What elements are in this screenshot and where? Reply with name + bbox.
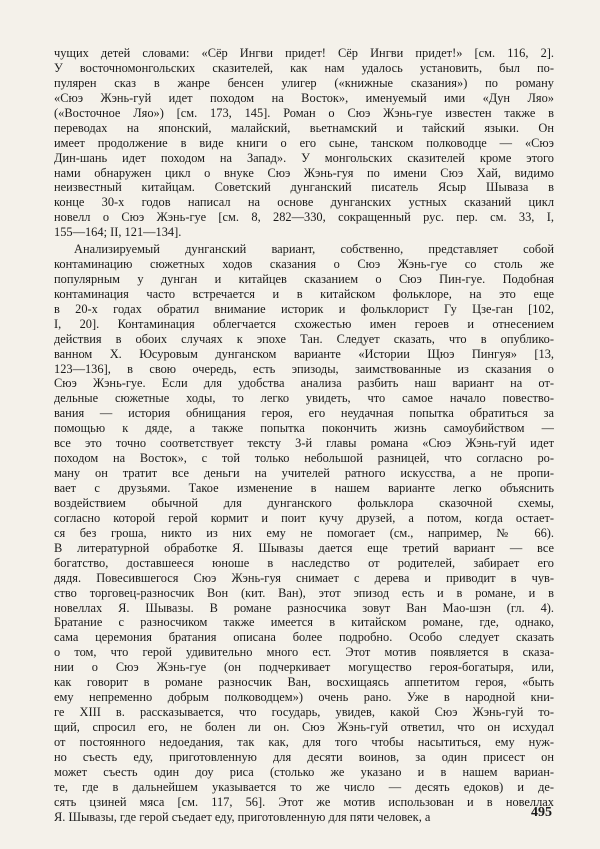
text-line: 123—136], в свою очередь, есть эпизоды, заимствованные из сказания о — [54, 361, 554, 376]
text-line: вает с друзьями. Такое изменение в нашем варианте легко объяснить — [54, 481, 554, 495]
page-number: 495 — [531, 805, 552, 820]
text-line: но съесть еду, приготовленную для десяти воинов, за один присест он — [54, 749, 554, 764]
text-line: помощью к дяде, а также попытка покончить жизнь самоубийством — — [54, 421, 554, 436]
text-line: ману он тратит все деньги на учителей ратного искусства, а не пропи- — [54, 466, 554, 481]
text-line: имеет продолжение в виде книги о его сыне, танском полководце — «Сюэ — [54, 135, 554, 150]
text-line: от постоянного недоедания, так как, для того чтобы насытиться, ему нуж- — [54, 734, 554, 749]
text-line: Сюэ Жэнь-гуе. Если для удобства анализа разбить наш вариант на от- — [54, 376, 554, 391]
text-line: Я. Шывазы, где герой съедает еду, приготовленную для пяти человек, а — [54, 809, 431, 824]
text-line: контаминацию сюжетных ходов сказания о Сюэ Жэнь-гуе со столь же — [54, 256, 554, 271]
text-line: походом на Восток», с той только небольшой разницей, что согласно ро- — [54, 451, 554, 466]
text-line: дядя. Повесившегося Сюэ Жэнь-гуя снимает с дерева и приводит в чув- — [54, 570, 554, 585]
text-line: неизвестный китайцам. Советский дунганский писатель Ясыр Шываза в — [54, 180, 554, 195]
text-line: чущих детей словами: «Сёр Ингви придет! Сёр Ингви придет!» [см. 116, 2]. — [54, 46, 554, 60]
text-line: Дин-шань идет походом на Запад». У монгольских сказителей кроме этого — [54, 150, 554, 165]
text-line: У восточномонгольских сказителей, как нам удалось установить, был по- — [54, 60, 554, 75]
text-line: нии о Сюэ Жэнь-гуе (он подчеркивает могущество героя-богатыря, или, — [54, 660, 554, 675]
paragraph-main — [54, 242, 554, 825]
text-line: дельные сюжетные ходы, то легко увидеть, что самое начало повество- — [54, 391, 554, 406]
text-line: богатство, доставшееся юноше в наследство от родителей, забирает его — [54, 555, 554, 570]
text-line: Анализируемый дунганский вариант, собственно, представляет собой — [74, 242, 554, 256]
text-line: ся без гроша, никто из них ему не помогает (см., например, № 66). — [54, 525, 554, 540]
text-line: В литературной обработке Я. Шывазы дается еще третий вариант — все — [54, 540, 554, 555]
text-line: 155—164; II, 121—134]. — [54, 225, 182, 240]
text-line: «Сюэ Жэнь-гуй идет походом на Восток», именуемый ими «Дун Ляо» — [54, 90, 554, 105]
text-line: как говорит в романе разносчик Ван, восхищаясь аппетитом героя, «быть — [54, 675, 554, 690]
text-line: переводах на японский, малайский, вьетнамский и тайский языки. Он — [54, 120, 554, 135]
text-line: ге XIII в. рассказывается, что государь, увидев, какой Сюэ Жэнь-гуй то- — [54, 705, 554, 720]
text-line: те, где в дальнейшем указывается то же число — десять едоков) и де- — [54, 779, 554, 794]
text-line: контаминация часто встречается и в китайском фольклоре, на это еще — [54, 286, 554, 301]
text-line: действия в обоих случаях к эпохе Тан. Следует сказать, что в опублико- — [54, 331, 554, 346]
text-line: сять цзиней мяса [см. 117, 56]. Этот же мотив использован и в новеллах — [54, 794, 554, 809]
text-line: может съесть один доу риса (столько же указано и в нашем вариан- — [54, 764, 554, 779]
paragraph-top — [54, 46, 554, 240]
text-line: Братание с разносчиком также имеется в китайском романе, где, однако, — [54, 615, 554, 630]
text-line: новелл о Сюэ Жэнь-гуе [см. 8, 282—330, сокращенный рус. пер. см. 33, I, — [54, 210, 554, 225]
text-line: пулярен сказ в жанре бенсен улигер («книжные сказания») по роману — [54, 75, 554, 90]
text-line: новеллах Я. Шывазы. В романе разносчика зовут Ван Мао-шэн (гл. 4). — [54, 600, 554, 615]
text-line: («Восточное Ляо») [см. 173, 145]. Роман о Сюэ Жэнь-гуе известен также в — [54, 105, 554, 120]
text-line: нами обнаружен цикл о внуке Сюэ Жэнь-гуя по имени Сюэ Хай, видимо — [54, 165, 554, 180]
text-line: о том, что герой удивительно много ест. Этот мотив появляется в сказа- — [54, 645, 554, 660]
text-line: сама церемония братания описана более подробно. Особо следует сказать — [54, 630, 554, 645]
text-line: I, 20]. Контаминация облегчается схожестью имен героев и отнесением — [54, 316, 554, 331]
text-line: щий, спросил его, не болен ли он. Сюэ Жэнь-гуй ответил, что он исхудал — [54, 720, 554, 734]
text-line: вания — история обнищания героя, его неудачная попытка обратиться за — [54, 406, 554, 421]
text-line: ванном Х. Юсуровым дунганском варианте «Истории Щюэ Пингуя» [13, — [54, 346, 554, 361]
text-line: конце 30-х годов написал на основе дунганских устных сказаний цикл — [54, 195, 554, 210]
text-line: согласно которой герой кормит и поит кучу друзей, а потом, когда остает- — [54, 510, 554, 525]
text-line: ему непременно добрым полководцем») очень рано. Уже в народной кни- — [54, 690, 554, 705]
text-line: ство торговец-разносчик Вон (кит. Ван), этот эпизод есть и в романе, и в — [54, 585, 554, 600]
text-line: в 20-х годах обратил внимание историк и фольклорист Гу Цзе-ган [102, — [54, 301, 554, 316]
text-line: популярным у дунган и китайцев сказанием о Сюэ Пин-гуе. Подобная — [54, 271, 554, 286]
text-line: воздействием обычной для дунганского фольклора сказочной схемы, — [54, 495, 554, 510]
text-line: все это точно соответствует тексту 3-й главы романа «Сюэ Жэнь-гуй идет — [54, 436, 554, 451]
